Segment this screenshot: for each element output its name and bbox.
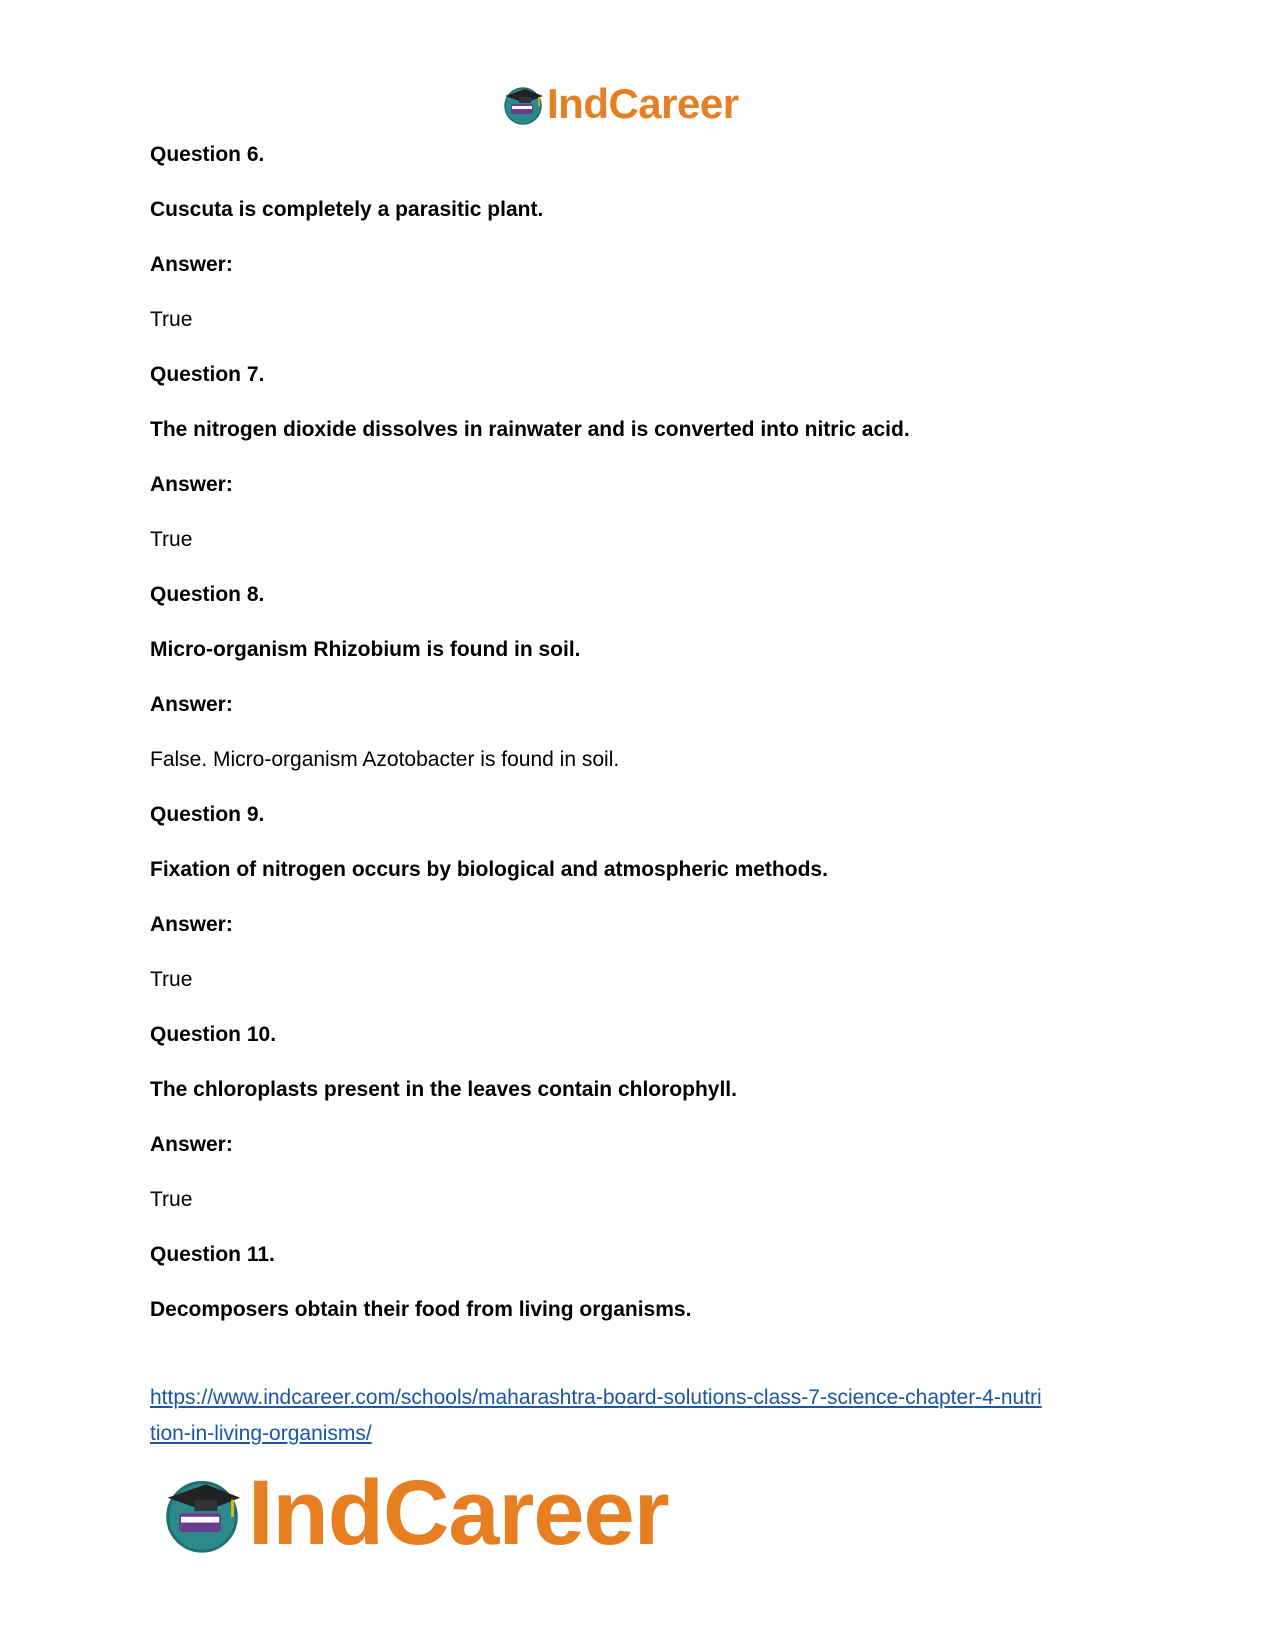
answer-text: False. Micro-organism Azotobacter is found in soil. [150, 748, 620, 771]
question-label: Question 7. [150, 363, 265, 386]
question-label: Question 8. [150, 583, 265, 606]
answer-text: True [150, 1188, 193, 1211]
question-text: Fixation of nitrogen occurs by biological and atmospheric methods. [150, 858, 828, 881]
source-link-line-2[interactable]: tion-in-living-organisms/ [150, 1422, 372, 1445]
logo-text: IndCareer [248, 1462, 669, 1564]
question-text: Micro-organism Rhizobium is found in soil. [150, 638, 581, 661]
question-text: The chloroplasts present in the leaves contain chlorophyll. [150, 1078, 737, 1101]
question-label: Question 9. [150, 803, 265, 826]
answer-text: True [150, 308, 193, 331]
header-logo [501, 80, 739, 128]
footer-logo [160, 1462, 669, 1564]
answer-label: Answer: [150, 1133, 233, 1156]
logo-text: IndCareer [547, 80, 739, 127]
answer-label: Answer: [150, 693, 233, 716]
question-label: Question 11. [150, 1243, 275, 1266]
source-link[interactable] [150, 1380, 1150, 1452]
answer-label: Answer: [150, 253, 233, 276]
source-link-line-1[interactable]: https://www.indcareer.com/schools/maharashtra-board-solutions-class-7-science-chapter-4-nutri [150, 1386, 1042, 1409]
question-text: Cuscuta is completely a parasitic plant. [150, 198, 544, 221]
answer-label: Answer: [150, 473, 233, 496]
question-text: Decomposers obtain their food from living organisms. [150, 1298, 692, 1321]
answer-text: True [150, 528, 193, 551]
graduation-cap-book-icon [501, 82, 545, 126]
question-label: Question 10. [150, 1023, 277, 1046]
question-label: Question 6. [150, 143, 265, 166]
answer-label: Answer: [150, 913, 233, 936]
question-text: The nitrogen dioxide dissolves in rainwater and is converted into nitric acid. [150, 418, 910, 441]
answer-text: True [150, 968, 193, 991]
qa-content [150, 141, 1150, 1351]
graduation-cap-book-icon [160, 1471, 244, 1555]
